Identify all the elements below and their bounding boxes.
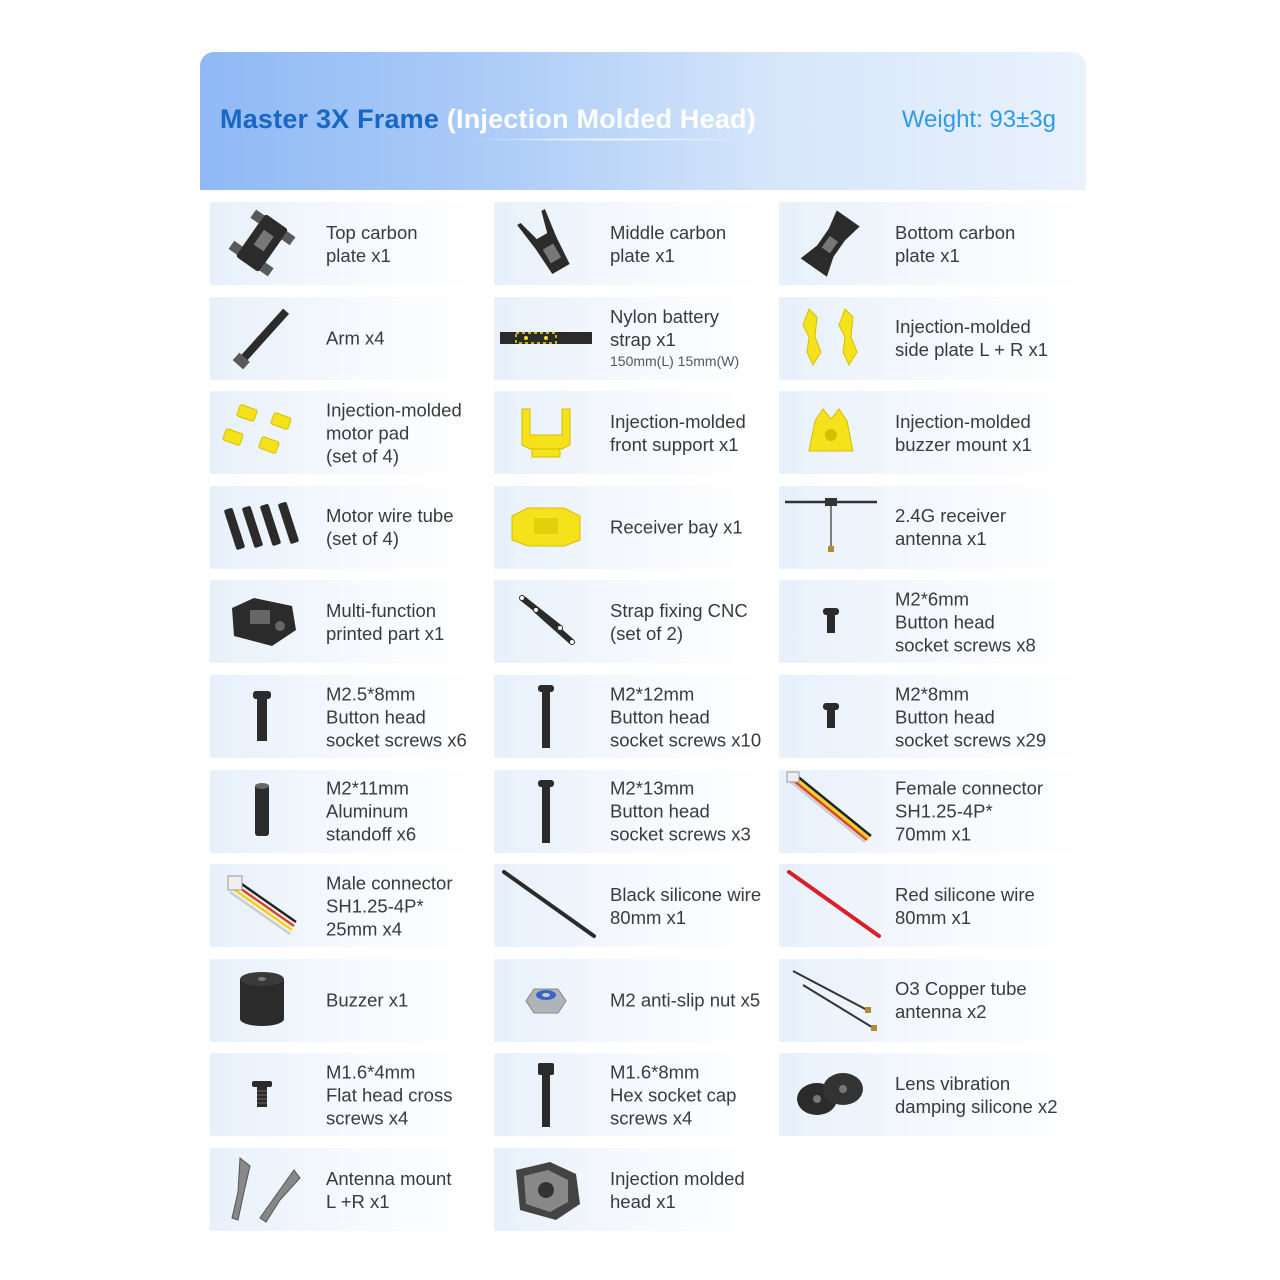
parts-grid [210,202,1086,1232]
part-card [210,675,478,758]
side-plate-icon [779,297,883,380]
part-label-line: Injection-molded [895,410,1031,432]
middle-carbon-plate-icon [494,202,598,285]
part-card [494,202,764,285]
part-label-line: Antenna mount [326,1167,452,1189]
part-label-line: Multi-function [326,599,437,621]
part-card [210,297,478,380]
part-label-line: M2*8mm [895,683,970,704]
part-label [610,599,748,645]
part-dimensions: 150mm(L) 15mm(W) [610,353,740,370]
part-label-line: M1.6*4mm [326,1061,416,1083]
part-card [494,864,764,947]
motor-wire-tube-icon [210,486,314,569]
part-card [779,486,1086,569]
part-card [210,864,478,947]
part-label-line: motor pad [326,422,410,444]
part-label [326,777,416,846]
part-label-line: socket screws x10 [610,729,762,750]
part-card [494,770,764,853]
part-label-line: socket screws x3 [610,823,751,845]
part-label [895,977,1027,1023]
part-label-line: 80mm x1 [895,906,972,928]
part-label [610,221,726,267]
part-label-line: side plate L + R x1 [895,339,1049,361]
part-label-line: Button head [326,706,426,727]
screw-short-icon [779,580,883,663]
part-card [779,959,1086,1042]
part-label-line: 25mm x4 [326,918,403,940]
part-card [210,486,478,569]
part-label-line: Button head [895,706,995,727]
receiver-bay-icon [494,486,598,569]
part-label-line: L +R x1 [326,1190,390,1212]
part-card [494,1148,764,1231]
part-label-line: plate x1 [326,244,391,266]
part-card [210,391,478,474]
part-label-line: M2 anti-slip nut x5 [610,989,761,1011]
part-label-line: Buzzer x1 [326,989,409,1011]
arm-icon [210,297,314,380]
bottom-carbon-plate-icon [779,202,883,285]
part-label-line: Hex socket cap [610,1084,737,1106]
part-label [610,1060,736,1129]
buzzer-mount-icon [779,391,883,474]
title-glow [460,138,760,141]
part-label-line: 2.4G receiver [895,505,1007,527]
printed-part-icon [210,580,314,663]
top-carbon-plate-icon [210,202,314,285]
screw-medium-icon [210,675,314,758]
part-label [895,883,1035,929]
part-label-line: (set of 4) [326,445,399,467]
part-card [210,959,478,1042]
part-label-line: printed part x1 [326,622,445,644]
part-label-line: Female connector [895,777,1044,799]
part-card [494,675,764,758]
part-label [895,587,1036,656]
part-label [326,1167,451,1213]
part-label [610,989,760,1012]
red-wire-icon [779,864,883,947]
part-label-line: M2*6mm [895,588,970,610]
part-label-line: standoff x6 [326,823,417,845]
part-card [779,675,1086,758]
part-label-line: Black silicone wire [610,883,762,905]
nut-icon [494,959,598,1042]
part-label-line: antenna x2 [895,1001,987,1023]
male-connector-icon [210,864,314,947]
part-label [895,682,1046,751]
part-card [779,864,1086,947]
part-label-line: M2*12mm [610,683,695,704]
part-label-line: buzzer mount x1 [895,433,1032,455]
part-label-line: SH1.25-4P* [895,800,993,822]
part-label [610,777,751,846]
part-label [895,504,1006,550]
part-label [326,682,467,751]
part-label [610,516,743,539]
part-card [210,580,478,663]
part-card [494,959,764,1042]
front-support-icon [494,391,598,474]
screw-long-icon [494,770,598,853]
part-card [210,770,478,853]
part-label-line: Bottom carbon [895,221,1016,243]
part-label-line: Nylon battery [610,306,719,328]
part-label [895,410,1032,456]
part-label-line: O3 Copper tube [895,978,1027,1000]
part-label [610,1167,745,1213]
page-title [220,104,756,135]
part-label-line: Motor wire tube [326,505,454,527]
part-label-line: Flat head cross [326,1084,453,1106]
part-label-line: head x1 [610,1190,676,1212]
part-label [326,398,462,467]
part-label [610,883,761,929]
title-sub: (Injection Molded Head) [446,104,756,134]
part-label-line: Injection-molded [610,410,746,432]
part-label-line: (set of 4) [326,528,399,550]
part-label-line: Red silicone wire [895,883,1035,905]
part-label [326,599,444,645]
screw-short-icon [779,675,883,758]
part-label-line: antenna x1 [895,528,987,550]
part-label [326,989,408,1012]
weight-label: Weight: 93±3g [901,106,1056,133]
antenna-mount-icon [210,1148,314,1231]
female-connector-icon [779,770,883,853]
header-banner [200,52,1086,190]
part-label [326,1060,452,1129]
part-label-line: Middle carbon [610,221,727,243]
part-label-line: plate x1 [610,244,675,266]
part-label-line: Button head [895,611,995,633]
part-label-line: socket screws x29 [895,729,1047,750]
part-card [779,580,1086,663]
part-label [895,777,1043,846]
part-label [326,221,418,267]
part-label [610,682,761,751]
part-label-line: Male connector [326,872,453,894]
part-card [779,1053,1086,1136]
hex-screw-icon [494,1053,598,1136]
buzzer-icon [210,959,314,1042]
part-label-line: damping silicone x2 [895,1095,1058,1117]
part-label [610,410,746,456]
part-card [779,202,1086,285]
part-label [326,871,452,940]
part-label-line: plate x1 [895,244,960,266]
part-label-line: Injection-molded [326,399,462,421]
part-label [895,221,1015,267]
part-label-line: M1.6*8mm [610,1061,700,1083]
part-label-line: screws x4 [610,1107,693,1129]
part-card [494,391,764,474]
part-label-line: Receiver bay x1 [610,516,743,538]
part-label [326,327,385,350]
part-label-line: Button head [610,706,710,727]
damping-silicone-icon [779,1053,883,1136]
part-card [210,1148,478,1231]
part-label-line: Button head [610,800,710,822]
part-card [779,391,1086,474]
part-label-line: Top carbon [326,221,418,243]
receiver-antenna-icon [779,486,883,569]
part-label [895,315,1048,361]
part-card [494,297,764,380]
part-label-line: Strap fixing CNC [610,599,748,621]
part-card [210,1053,478,1136]
part-label-line: strap x1 [610,329,676,351]
part-label-line: SH1.25-4P* [326,895,424,917]
part-label-line: Injection molded [610,1167,745,1189]
part-label [326,504,454,550]
part-label-line: M2.5*8mm [326,683,416,704]
part-label [610,305,739,371]
part-label-line: M2*13mm [610,777,695,799]
part-label-line: (set of 2) [610,622,683,644]
part-label-line: M2*11mm [326,777,409,799]
part-label-line: Arm x4 [326,327,385,349]
black-wire-icon [494,864,598,947]
part-label [895,1072,1057,1118]
part-card [494,486,764,569]
part-label-line: 80mm x1 [610,906,687,928]
screw-long-icon [494,675,598,758]
part-card [779,770,1086,853]
motor-pad-icon [210,391,314,474]
part-label-line: socket screws x8 [895,634,1036,656]
part-card [494,1053,764,1136]
copper-antenna-icon [779,959,883,1042]
part-label-line: Injection-molded [895,316,1031,338]
part-label-line: screws x4 [326,1107,409,1129]
strap-fixing-icon [494,580,598,663]
part-label-line: Lens vibration [895,1072,1011,1094]
part-card [494,580,764,663]
part-label-line: front support x1 [610,433,739,455]
molded-head-icon [494,1148,598,1231]
flat-screw-icon [210,1053,314,1136]
standoff-icon [210,770,314,853]
part-card [779,297,1086,380]
part-label-line: 70mm x1 [895,823,972,845]
part-label-line: Aluminum [326,800,409,822]
battery-strap-icon [494,297,598,380]
title-main: Master 3X Frame [220,104,440,134]
part-card [210,202,478,285]
part-label-line: socket screws x6 [326,729,467,750]
